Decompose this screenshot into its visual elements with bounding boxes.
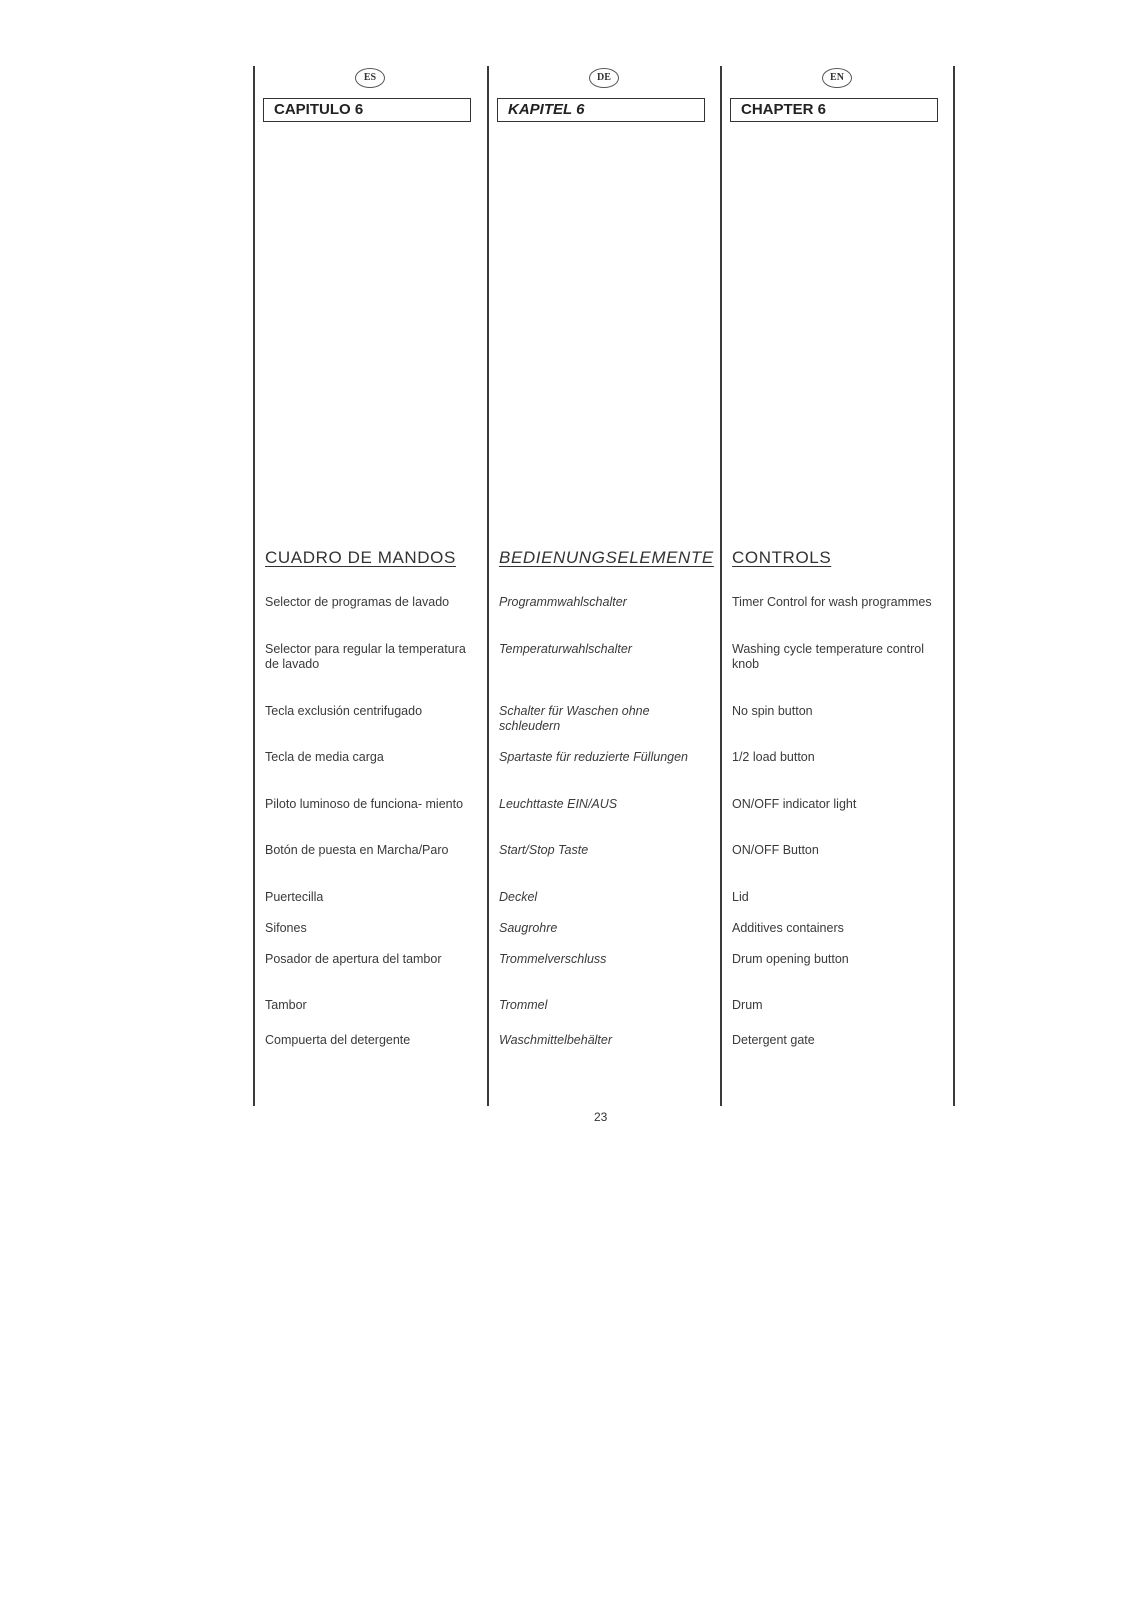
chapter-heading-es: CAPITULO 6 — [263, 98, 471, 122]
control-item-en-10: Drum — [732, 998, 763, 1012]
control-item-en-8: Additives containers — [732, 921, 844, 935]
control-item-en-6: ON/OFF Button — [732, 843, 819, 857]
chapter-heading-en: CHAPTER 6 — [730, 98, 938, 122]
language-badge-de: DE — [589, 68, 619, 88]
control-item-en-2: Washing cycle temperature control knob — [732, 642, 924, 671]
control-item-es-4: Tecla de media carga — [265, 750, 384, 764]
control-item-en-5: ON/OFF indicator light — [732, 797, 857, 811]
section-title-en: CONTROLS — [732, 548, 832, 567]
control-item-en-11: Detergent gate — [732, 1033, 815, 1047]
language-badge-es: ES — [355, 68, 385, 88]
section-title-es: CUADRO DE MANDOS — [265, 548, 456, 567]
control-item-es-6: Botón de puesta en Marcha/Paro — [265, 843, 449, 857]
control-item-en-4: 1/2 load button — [732, 750, 815, 764]
column-rule-left — [253, 66, 255, 1106]
control-item-es-11: Compuerta del detergente — [265, 1033, 411, 1047]
page-number: 23 — [594, 1110, 608, 1124]
control-item-es-2: Selector para regular la temperatura de lavado — [265, 642, 466, 671]
control-item-de-10: Trommel — [499, 998, 548, 1012]
control-item-de-2: Temperaturwahlschalter — [499, 642, 632, 656]
control-item-de-9: Trommelverschluss — [499, 952, 607, 966]
control-item-de-5: Leuchttaste EIN/AUS — [499, 797, 618, 811]
control-item-en-9: Drum opening button — [732, 952, 849, 966]
control-item-de-6: Start/Stop Taste — [499, 843, 589, 857]
control-item-de-1: Programmwahlschalter — [499, 595, 627, 609]
control-item-en-3: No spin button — [732, 704, 813, 718]
chapter-heading-de: KAPITEL 6 — [497, 98, 705, 122]
control-item-es-7: Puertecilla — [265, 890, 324, 904]
control-item-de-3: Schalter für Waschen ohne schleudern — [499, 704, 650, 733]
control-item-es-8: Sifones — [265, 921, 307, 935]
control-item-de-8: Saugrohre — [499, 921, 558, 935]
column-rule-1 — [487, 66, 489, 1106]
column-rule-2 — [720, 66, 722, 1106]
control-item-de-7: Deckel — [499, 890, 538, 904]
control-item-de-11: Waschmittelbehälter — [499, 1033, 613, 1047]
control-item-en-7: Lid — [732, 890, 749, 904]
control-item-es-1: Selector de programas de lavado — [265, 595, 450, 609]
control-item-en-1: Timer Control for wash programmes — [732, 595, 932, 609]
section-title-de: BEDIENUNGSELEMENTE — [499, 548, 714, 567]
column-rule-right — [953, 66, 955, 1106]
control-item-es-5: Piloto luminoso de funciona- miento — [265, 797, 464, 811]
control-item-de-4: Spartaste für reduzierte Füllungen — [499, 750, 688, 764]
control-item-es-3: Tecla exclusión centrifugado — [265, 704, 423, 718]
control-item-es-10: Tambor — [265, 998, 307, 1012]
control-item-es-9: Posador de apertura del tambor — [265, 952, 442, 966]
language-badge-en: EN — [822, 68, 852, 88]
